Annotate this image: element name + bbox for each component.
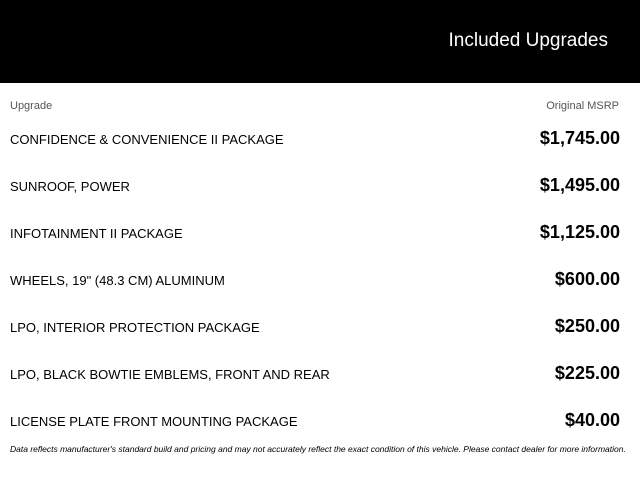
- upgrade-row: [0, 257, 640, 304]
- upgrade-name: INFOTAINMENT II PACKAGE: [10, 226, 183, 241]
- upgrade-row: [0, 304, 640, 351]
- column-header-msrp: Original MSRP: [546, 100, 619, 112]
- upgrade-price: $1,125.00: [539, 222, 620, 242]
- column-header-upgrade: Upgrade: [10, 100, 53, 112]
- upgrade-price: $1,495.00: [539, 175, 620, 195]
- header-bar: [0, 0, 640, 83]
- disclaimer-text: Data reflects manufacturer's standard build and pricing and may not accurately reflect the exact condition of this vehicle. Please contact dealer for more information.: [10, 444, 626, 454]
- upgrade-name: CONFIDENCE & CONVENIENCE II PACKAGE: [10, 132, 284, 147]
- upgrade-name: WHEELS, 19" (48.3 CM) ALUMINUM: [10, 273, 225, 288]
- upgrade-price: $40.00: [564, 410, 620, 430]
- upgrade-row: [0, 398, 640, 445]
- upgrade-name: LPO, BLACK BOWTIE EMBLEMS, FRONT AND REAR: [10, 367, 330, 382]
- page-title: Included Upgrades: [448, 30, 608, 51]
- upgrade-name: LPO, INTERIOR PROTECTION PACKAGE: [10, 320, 260, 335]
- upgrade-price: $225.00: [554, 363, 620, 383]
- upgrade-price: $1,745.00: [539, 128, 620, 148]
- upgrade-row: [0, 163, 640, 210]
- upgrade-name: SUNROOF, POWER: [10, 179, 130, 194]
- upgrade-price: $250.00: [554, 316, 620, 336]
- upgrade-row: [0, 116, 640, 163]
- upgrade-price: $600.00: [554, 269, 620, 289]
- upgrades-list: [0, 116, 640, 445]
- upgrade-name: LICENSE PLATE FRONT MOUNTING PACKAGE: [10, 414, 298, 429]
- upgrade-row: [0, 351, 640, 398]
- upgrade-row: [0, 210, 640, 257]
